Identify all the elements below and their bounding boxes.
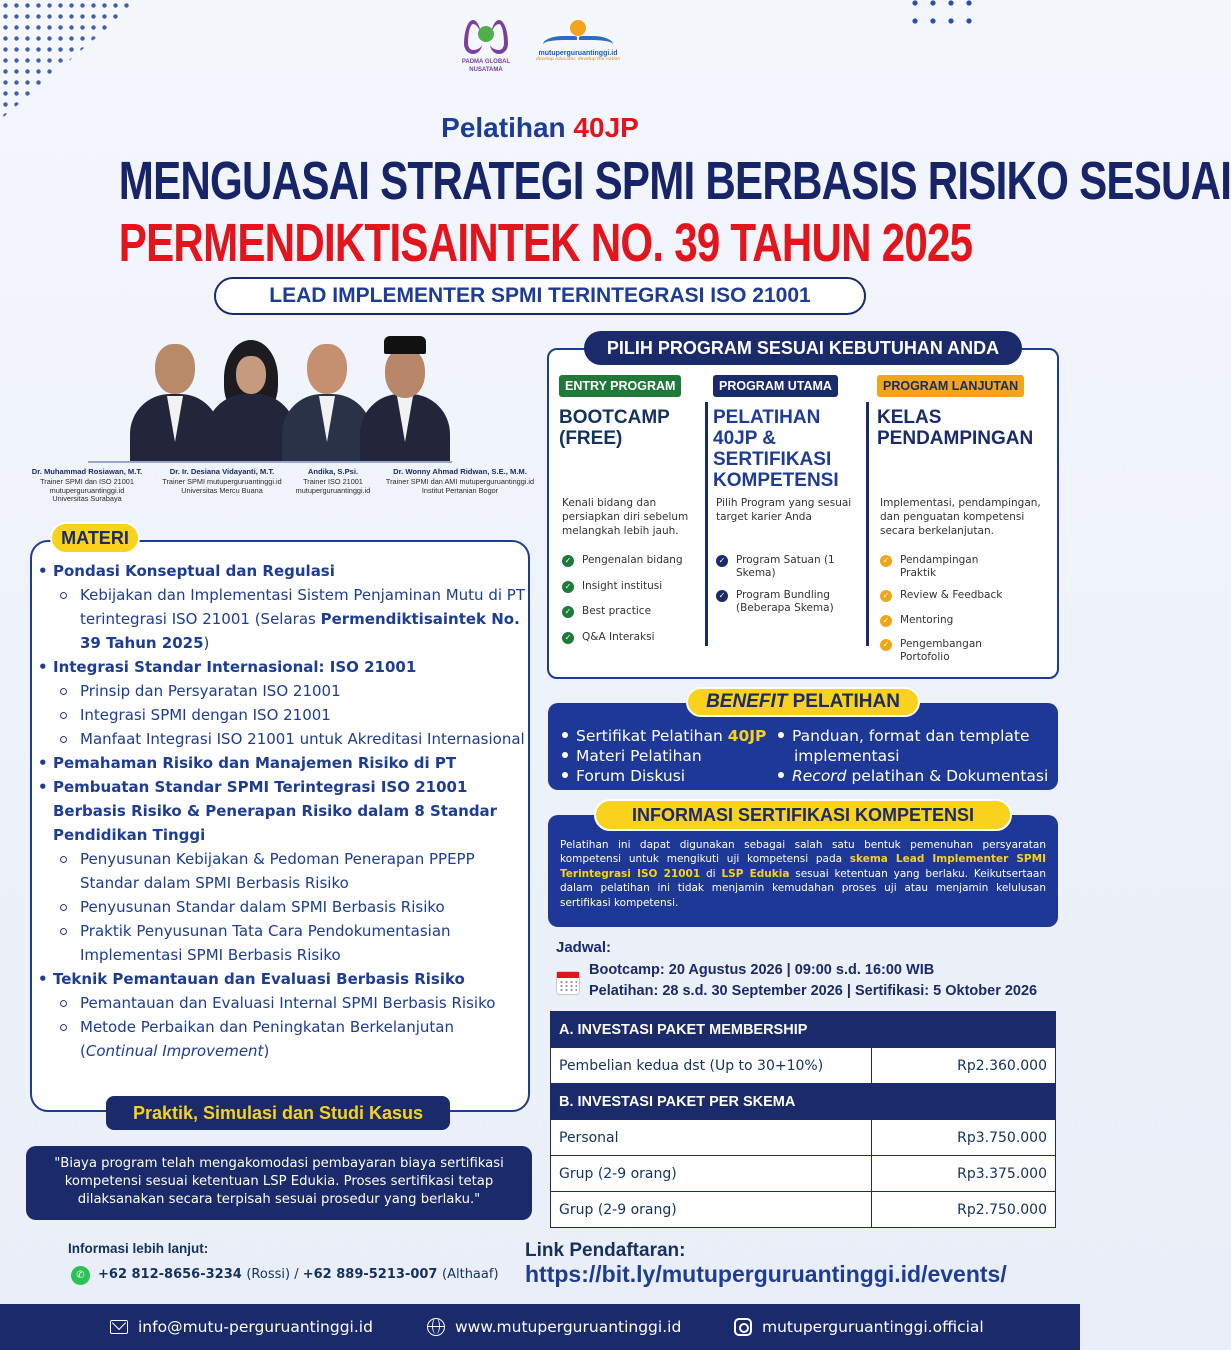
globe-icon xyxy=(427,1318,445,1336)
materi-section: • Integrasi Standar Internasional: ISO 21001 xyxy=(38,655,526,679)
trainer-photo xyxy=(360,336,450,462)
trainer-name: Dr. Ir. Desiana Vidayanti, M.T. xyxy=(169,467,275,476)
jp-highlight: 40JP xyxy=(573,112,639,143)
utama-program-tag: PROGRAM UTAMA xyxy=(713,375,838,397)
footer-instagram[interactable]: mutuperguruantinggi.official xyxy=(734,1316,984,1338)
materi-item: Penyusunan Kebijakan & Pedoman Penerapan PPEPP Standar dalam SPMI Berbasis Risiko xyxy=(38,847,526,895)
package-label: Grup (2-9 orang) xyxy=(551,1156,872,1192)
informasi-text: Pelatihan ini dapat digunakan sebagai salah satu bentuk pemenuhan persyaratan kompetensi untuk mengikuti uji kompetensi pada skema Lead Implementer SPMI Terintegrasi ISO 21001 di LSP Edukia sesuai ketentuan yang berlaku. Keikutsertaan dalam pelatihan ini tidak menjamin kemudahan proses uji atau menjamin kelulusan sertifikasi kompetensi. xyxy=(560,839,1046,909)
package-label: Personal xyxy=(551,1120,872,1156)
biaya-note: "Biaya program telah mengakomodasi pembayaran biaya sertifikasi kompetensi sesuai ketentuan LSP Edukia. Proses sertifikasi tetap dilaksanakan secara terpisah sesuai prosedur yang berlaku." xyxy=(26,1146,532,1220)
list-item: ✓ Pendampingan Praktik xyxy=(880,554,990,579)
pelatihan-heading xyxy=(0,112,1080,144)
benefit-title-rest: PELATIHAN xyxy=(792,691,900,712)
per-skema-header: B. INVESTASI PAKET PER SKEMA xyxy=(551,1084,1056,1120)
program-column-entry xyxy=(559,375,709,643)
phone-numbers[interactable]: +62 812-8656-3234 (Rossi) / +62 889-5213-007 (Althaaf) xyxy=(98,1267,499,1282)
check-icon: ✓ xyxy=(880,615,892,627)
trainer-org: Universitas Mercu Buana xyxy=(181,485,263,495)
book-icon xyxy=(543,20,613,50)
package-price: Rp3.750.000 xyxy=(872,1120,1056,1156)
package-label: Pembelian kedua dst (Up to 30+10%) xyxy=(551,1048,872,1084)
list-item: ✓ Pengembangan Portofolio xyxy=(880,638,1000,663)
check-icon: ✓ xyxy=(880,590,892,602)
trainer-role: Trainer ISO 21001 xyxy=(303,477,363,487)
trainer-name: Dr. Wonny Ahmad Ridwan, S.E., M.M. xyxy=(393,467,527,476)
trainer-caption xyxy=(378,468,542,495)
program-column-lanjutan xyxy=(877,375,1053,663)
membership-header: A. INVESTASI PAKET MEMBERSHIP xyxy=(551,1012,1056,1048)
program-items xyxy=(562,554,683,643)
check-icon: ✓ xyxy=(562,555,574,567)
subtitle-pill: LEAD IMPLEMENTER SPMI TERINTEGRASI ISO 21001 xyxy=(214,277,866,315)
trainer-divider xyxy=(88,461,452,463)
trainer-org: mutuperguruantinggi.id xyxy=(295,485,371,495)
informasi-title: INFORMASI SERTIFIKASI KOMPETENSI xyxy=(594,799,1012,831)
package-label: Grup (2-9 orang) xyxy=(551,1192,872,1228)
benefit-item: Sertifikat Pelatihan 40JP xyxy=(562,726,766,746)
materi-section: • Pemahaman Risiko dan Manajemen Risiko di PT xyxy=(38,751,526,775)
program-desc: Pilih Program yang sesuai target karier Anda xyxy=(716,497,852,523)
list-item: ✓ Pengenalan bidang xyxy=(562,554,683,567)
table-header-row xyxy=(551,1084,1056,1120)
package-price: Rp2.360.000 xyxy=(872,1048,1056,1084)
benefit-item: Panduan, format dan template implementasi xyxy=(778,726,1048,766)
package-price: Rp3.375.000 xyxy=(872,1156,1056,1192)
trainer-role: Trainer SPMI dan ISO 21001 xyxy=(40,477,134,487)
materi-item: Penyusunan Standar dalam SPMI Berbasis Risiko xyxy=(38,895,526,919)
title-line-2: PERMENDIKTISAINTEK NO. 39 TAHUN 2025 xyxy=(118,213,973,273)
list-item: ✓ Q&A Interaksi xyxy=(562,631,683,644)
column-divider xyxy=(866,402,869,646)
contact-label: Informasi lebih lanjut: xyxy=(68,1241,209,1256)
program-title-pelatihan: PELATIHAN 40JP & SERTIFIKASI KOMPETENSI xyxy=(713,407,839,491)
materi-item: Metode Perbaikan dan Peningkatan Berkelanjutan (Continual Improvement) xyxy=(38,1015,526,1063)
program-column-utama xyxy=(713,375,863,614)
footer-website[interactable]: www.mutuperguruantinggi.id xyxy=(427,1316,681,1338)
column-divider xyxy=(705,402,708,646)
whatsapp-icon: ✆ xyxy=(71,1266,90,1285)
program-desc: Kenali bidang dan persiapkan diri sebelum melangkah lebih jauh. xyxy=(562,497,689,537)
check-icon: ✓ xyxy=(880,555,892,567)
entry-program-tag: ENTRY PROGRAM xyxy=(559,375,681,397)
mail-icon xyxy=(110,1320,128,1334)
program-items xyxy=(880,554,1002,663)
benefit-item: Record pelatihan & Dokumentasi xyxy=(778,766,1048,786)
registration-link[interactable]: https://bit.ly/mutuperguruantinggi.id/events/ xyxy=(525,1261,1007,1287)
list-item: ✓ Best practice xyxy=(562,605,683,618)
benefit-title xyxy=(686,687,920,717)
trainer-role: Trainer SPMI mutuperguruantinggi.id xyxy=(162,477,282,487)
trainer-caption xyxy=(22,468,152,504)
mutu-logo xyxy=(532,20,624,82)
trainer-name: Andika, S.Psi. xyxy=(307,467,359,476)
package-price: Rp2.750.000 xyxy=(872,1192,1056,1228)
trainer-name: Dr. Muhammad Rosiawan, M.T. xyxy=(31,467,143,476)
trainer-role: Trainer SPMI dan AMI mutuperguruantinggi.id xyxy=(385,477,535,487)
trainer-photos xyxy=(110,336,450,462)
check-icon: ✓ xyxy=(562,606,574,618)
list-item: ✓ Review & Feedback xyxy=(880,589,1002,602)
decorative-dot-grid xyxy=(906,0,976,24)
trainer-org: Institut Pertanian Bogor xyxy=(421,485,499,495)
table-row xyxy=(551,1192,1056,1228)
benefit-item: Materi Pelatihan xyxy=(562,746,702,766)
materi-item: Pemantauan dan Evaluasi Internal SPMI Berbasis Risiko xyxy=(38,991,526,1015)
materi-list xyxy=(38,559,526,1063)
table-row xyxy=(551,1156,1056,1192)
materi-item: Integrasi SPMI dengan ISO 21001 xyxy=(38,703,526,727)
materi-item: Prinsip dan Persyaratan ISO 21001 xyxy=(38,679,526,703)
program-desc: Implementasi, pendampingan, dan penguatan kompetensi secara berkelanjutan. xyxy=(880,497,1041,537)
padma-logo-text: PADMA GLOBAL NUSATAMA xyxy=(461,59,511,73)
check-icon: ✓ xyxy=(562,632,574,644)
table-row xyxy=(551,1120,1056,1156)
jadwal-pelatihan: Pelatihan: 28 s.d. 30 September 2026 | Sertifikasi: 5 Oktober 2026 xyxy=(589,983,1038,999)
registration-label: Link Pendaftaran: xyxy=(525,1240,686,1261)
check-icon: ✓ xyxy=(716,590,728,602)
list-item: ✓ Program Bundling (Beberapa Skema) xyxy=(716,589,846,614)
benefit-item: Forum Diskusi xyxy=(562,766,685,786)
trainer-org: mutuperguruantinggi.id xyxy=(49,485,125,495)
list-item: ✓ Mentoring xyxy=(880,614,1002,627)
program-items xyxy=(716,554,846,614)
title-line-1: MENGUASAI STRATEGI SPMI BERBASIS RISIKO SESUAI xyxy=(118,151,1231,211)
table-header-row xyxy=(551,1012,1056,1048)
check-icon: ✓ xyxy=(880,639,892,651)
jadwal-label: Jadwal: xyxy=(556,939,612,956)
list-item: ✓ Program Satuan (1 Skema) xyxy=(716,554,836,579)
program-title-bootcamp: BOOTCAMP (FREE) xyxy=(559,407,670,449)
praktik-banner: Praktik, Simulasi dan Studi Kasus xyxy=(106,1096,450,1130)
program-title: PILIH PROGRAM SESUAI KEBUTUHAN ANDA xyxy=(584,331,1022,365)
trainer-university: Universitas Surabaya xyxy=(52,494,122,504)
benefit-title-italic: BENEFIT xyxy=(706,691,788,712)
pelatihan-word: Pelatihan xyxy=(441,112,566,143)
materi-item: Praktik Penyusunan Tata Cara Pendokumentasian Implementasi SPMI Berbasis Risiko xyxy=(38,919,526,967)
investasi-table xyxy=(550,1011,1056,1228)
materi-item: Manfaat Integrasi ISO 21001 untuk Akreditasi Internasional xyxy=(38,727,526,751)
decorative-dots xyxy=(0,0,140,120)
mutu-logo-tagline: develop educator, develop the nation xyxy=(535,57,621,62)
materi-title: MATERI xyxy=(50,522,140,554)
instagram-icon xyxy=(734,1318,752,1336)
materi-section: • Teknik Pemantauan dan Evaluasi Berbasis Risiko xyxy=(38,967,526,991)
check-icon: ✓ xyxy=(562,581,574,593)
calendar-icon xyxy=(556,971,580,995)
mutu-logo-text: mutuperguruantinggi.id xyxy=(538,50,618,57)
padma-logo xyxy=(454,18,518,82)
table-row xyxy=(551,1048,1056,1084)
list-item: ✓ Insight institusi xyxy=(562,580,683,593)
trainer-photo xyxy=(282,336,372,462)
program-title-kelas: KELAS PENDAMPINGAN xyxy=(877,407,1034,449)
materi-item: Kebijakan dan Implementasi Sistem Penjaminan Mutu di PT terintegrasi ISO 21001 (Selaras Permendiktisaintek No. 39 Tahun 2025) xyxy=(38,583,526,655)
lotus-icon xyxy=(464,18,508,58)
check-icon: ✓ xyxy=(716,555,728,567)
materi-section: • Pembuatan Standar SPMI Terintegrasi ISO 21001 Berbasis Risiko & Penerapan Risiko dalam 8 Standar Pendidikan Tinggi xyxy=(38,775,526,847)
footer-email[interactable]: info@mutu-perguruantinggi.id xyxy=(110,1316,373,1338)
materi-section: • Pondasi Konseptual dan Regulasi xyxy=(38,559,526,583)
jadwal-bootcamp: Bootcamp: 20 Agustus 2026 | 09:00 s.d. 16:00 WIB xyxy=(589,962,935,978)
lanjutan-program-tag: PROGRAM LANJUTAN xyxy=(877,375,1024,397)
